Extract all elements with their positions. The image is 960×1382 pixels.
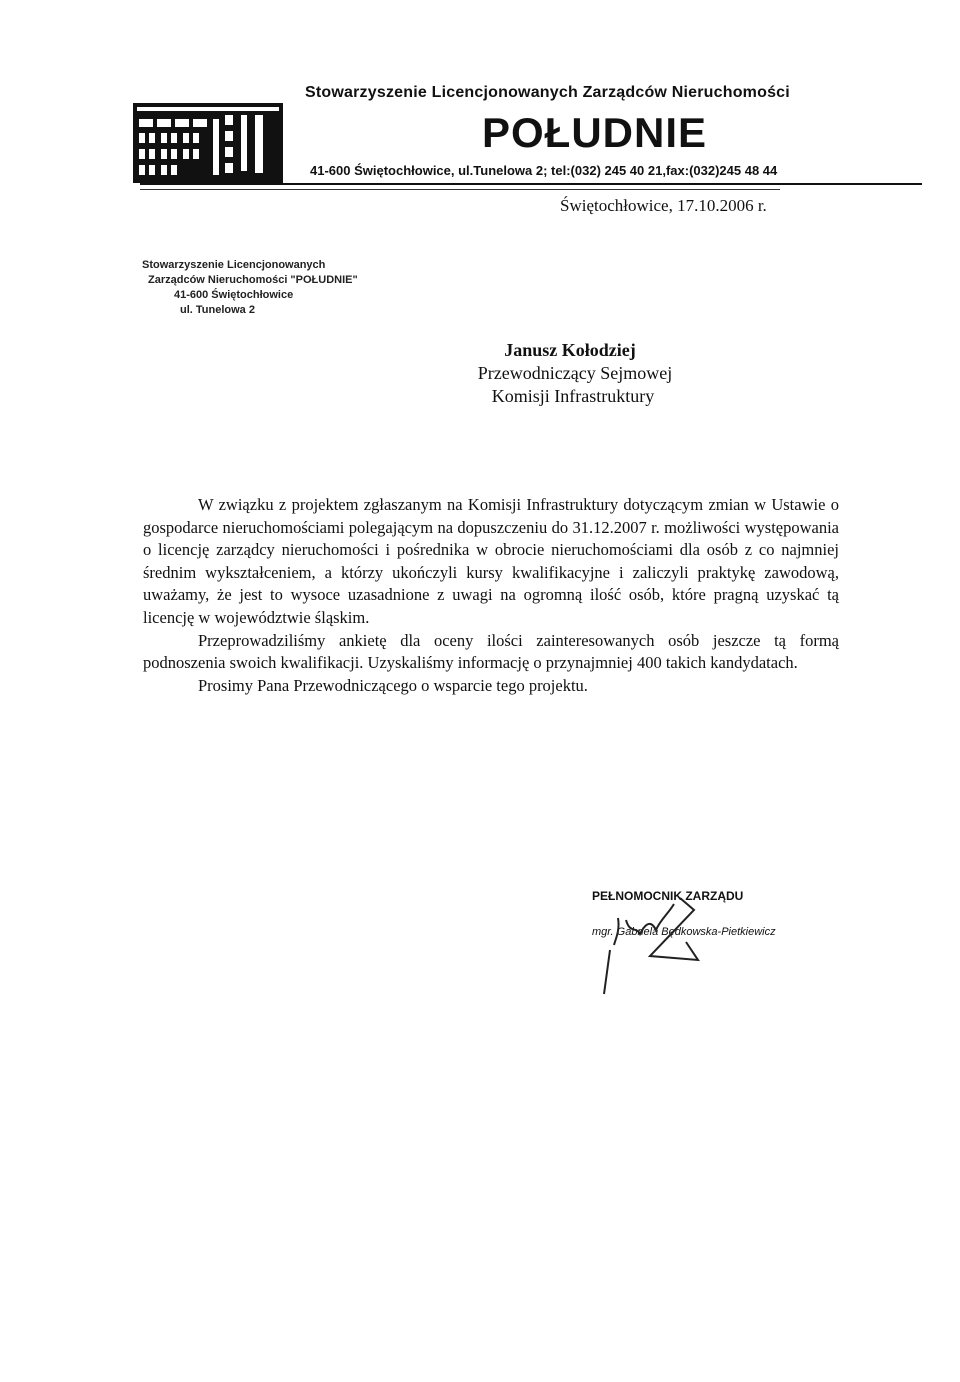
letter-body (143, 494, 839, 697)
letterhead-rule-secondary (140, 189, 780, 190)
letter-date: Świętochłowice, 17.10.2006 r. (560, 196, 767, 215)
signatory-name: mgr. Gabriela Będkowska-Pietkiewicz (592, 926, 776, 938)
building-logo-icon (133, 97, 283, 188)
body-paragraph: Prosimy Pana Przewodniczącego o wsparcie tego projektu. (198, 675, 588, 695)
stamp-line: ul. Tunelowa 2 (180, 304, 255, 316)
stamp-line: Stowarzyszenie Licencjonowanych (142, 259, 326, 271)
organization-name: POŁUDNIE (482, 109, 708, 156)
body-paragraph: Przeprowadziliśmy ankietę dla oceny ilości zainteresowanych osób jeszcze tą formą podnoszenia swoich kwalifikacji. Uzyskaliśmy informację o przynajmniej 400 takich kandydatach. (143, 630, 839, 673)
letterhead-rule (140, 183, 922, 185)
association-name: Stowarzyszenie Licencjonowanych Zarządców Nieruchomości (305, 84, 790, 101)
stamp-line: Zarządców Nieruchomości "POŁUDNIE" (148, 274, 358, 286)
organization-address: 41-600 Świętochłowice, ul.Tunelowa 2; tel:(032) 245 40 21,fax:(032)245 48 44 (310, 163, 778, 178)
recipient-committee: Komisji Infrastruktury (491, 386, 655, 406)
signatory-title: PEŁNOMOCNIK ZARZĄDU (592, 889, 744, 903)
recipient-title: Przewodniczący Sejmowej (477, 363, 673, 383)
recipient-name: Janusz Kołodziej (504, 340, 636, 360)
handwritten-signature-icon (590, 890, 770, 1005)
body-paragraph: W związku z projektem zgłaszanym na Komisji Infrastruktury dotyczącym zmian w Ustawie o gospodarce nieruchomościami polegającym na dopuszczeniu do 31.12.2007 r. możliwości występowania o licencję zarządcy nieruchomości i pośrednika w obrocie nieruchomościami dla osób z co najmniej średnim wykształceniem, a którzy ukończyli kursy kwalifikacyjne i zaliczyli praktykę zawodową, uważamy, że jest to wysoce uzasadnione z uwagi na ogromną ilość osób, które pragną uzyskać tą licencję w województwie śląskim. (143, 495, 839, 627)
stamp-line: 41-600 Świętochłowice (174, 289, 294, 301)
sender-stamp (142, 258, 358, 318)
